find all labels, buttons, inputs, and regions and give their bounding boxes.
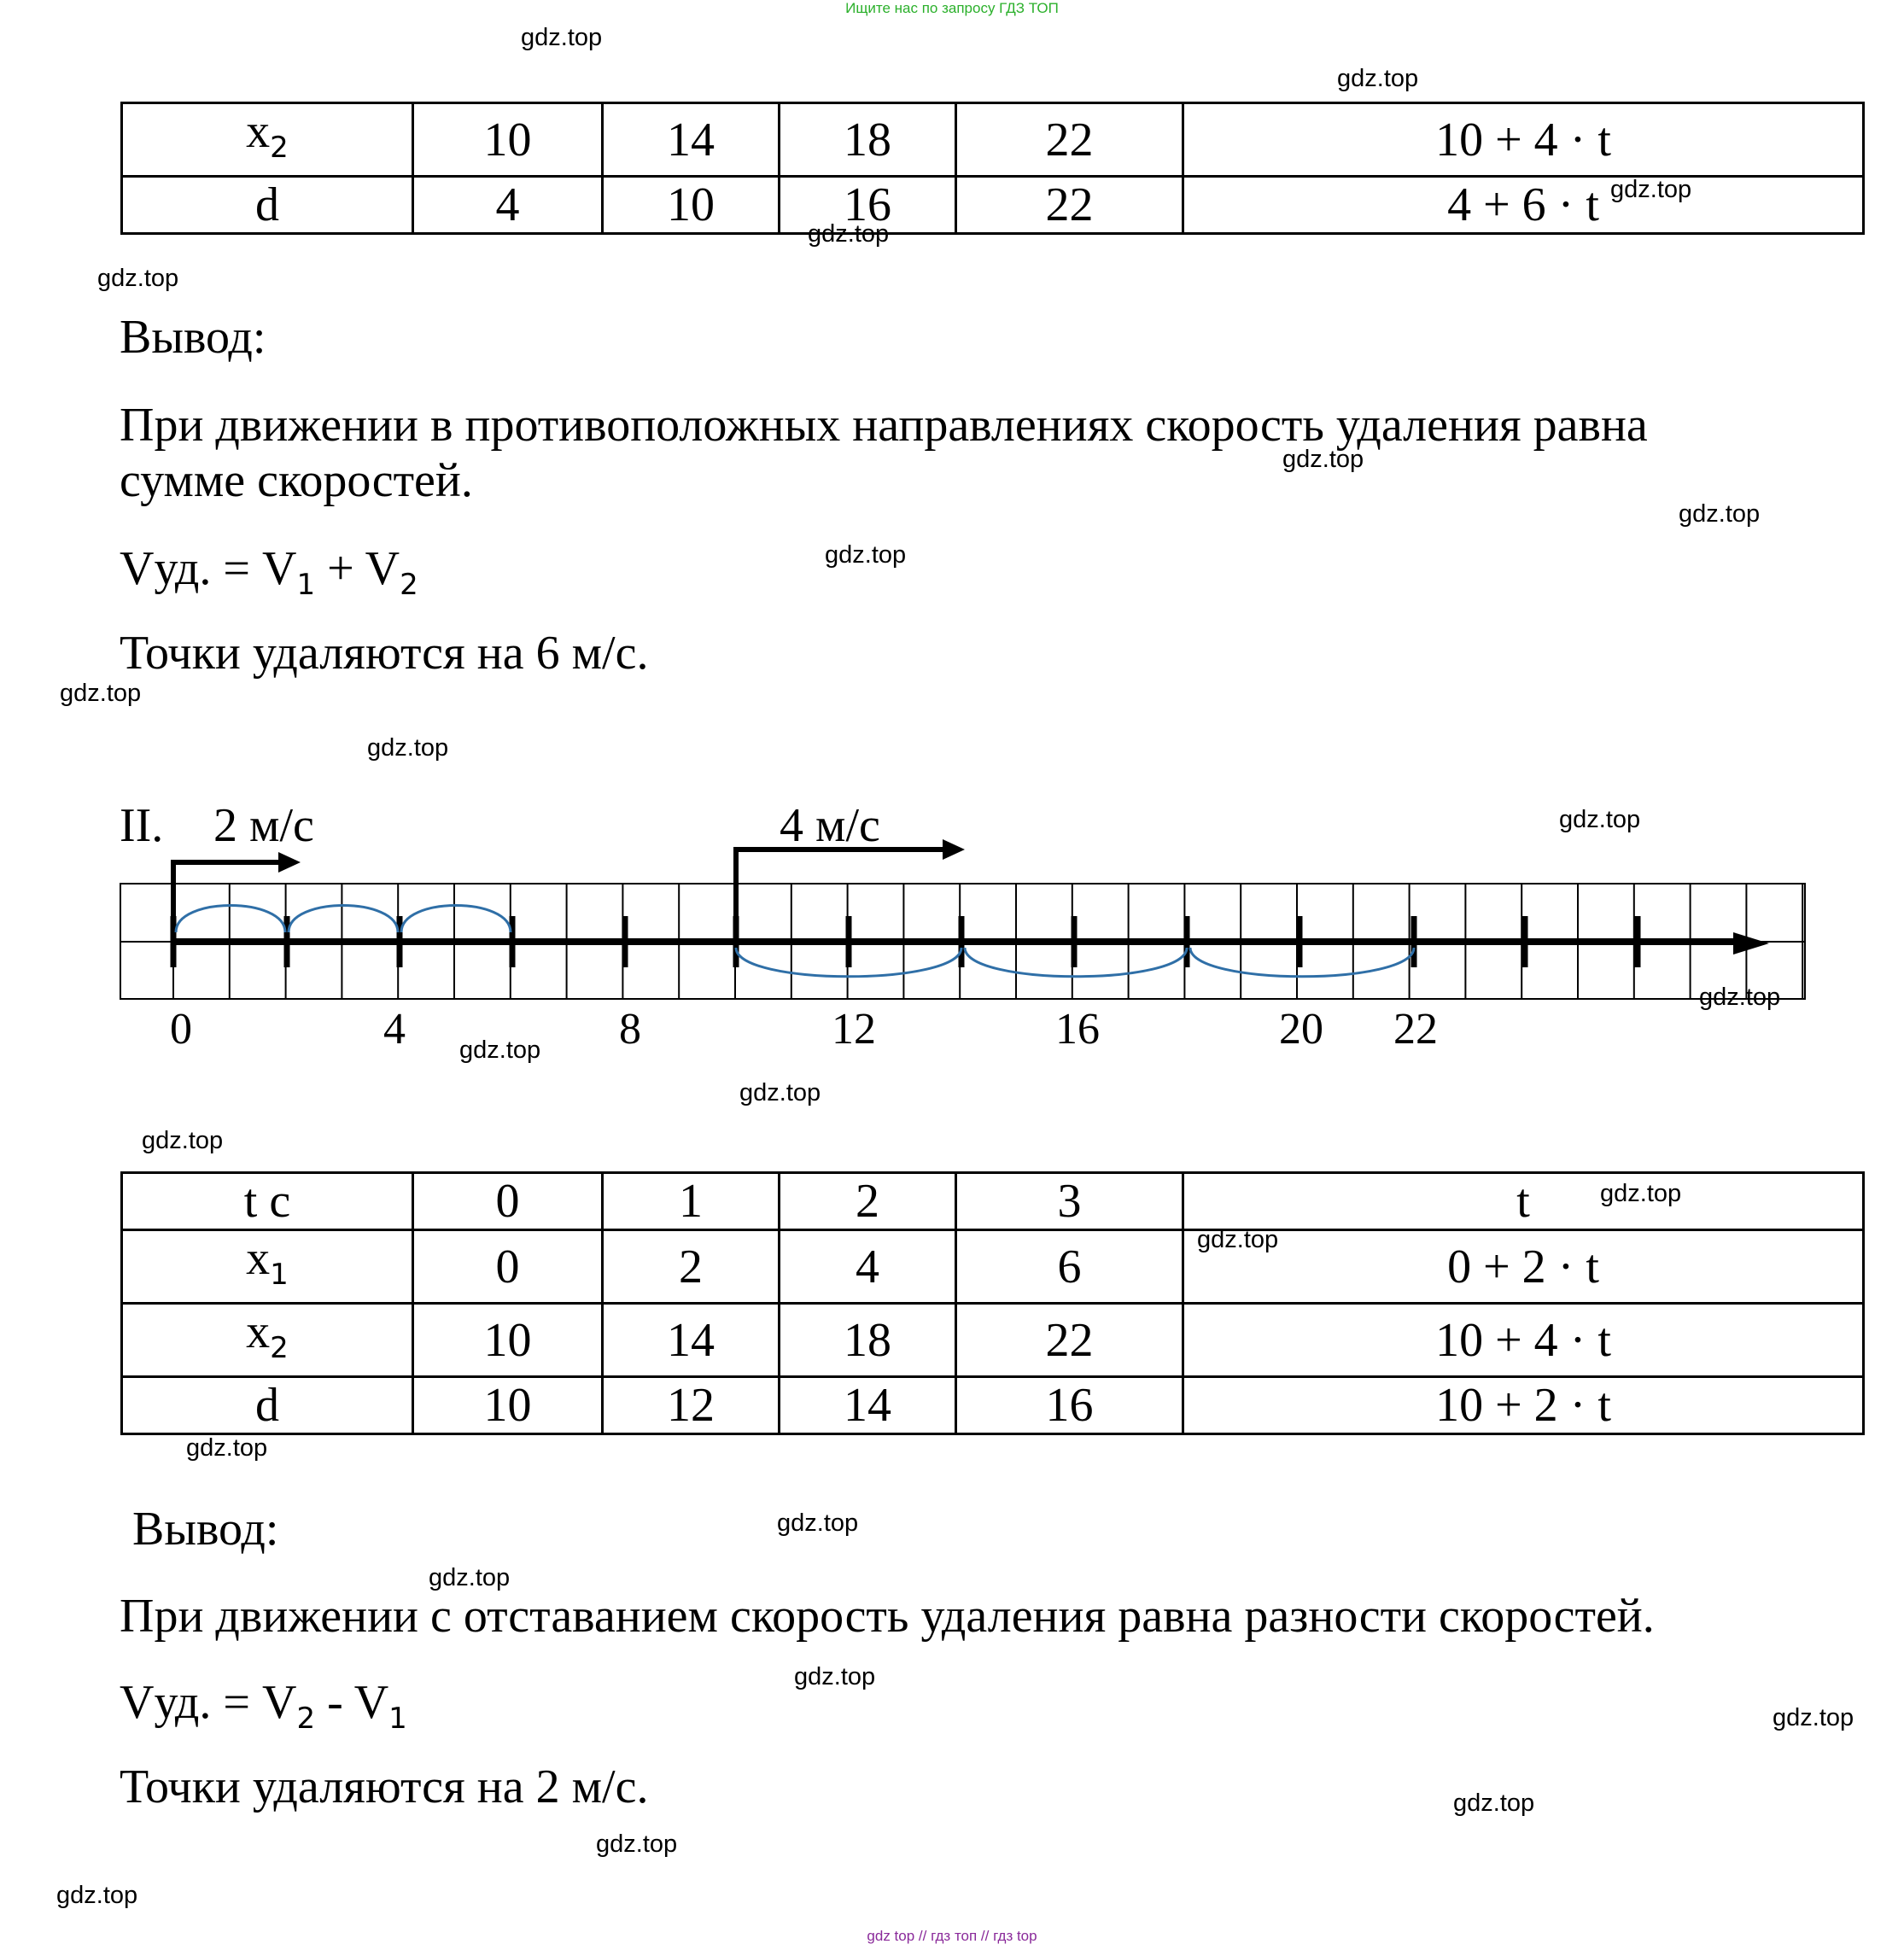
table-row xyxy=(122,1377,1864,1434)
conclusion-title-1: Вывод: xyxy=(120,311,266,364)
speed-label-2: 4 м/с xyxy=(780,799,880,852)
watermark: gdz.top xyxy=(186,1434,268,1462)
jump-arc-x1-3 xyxy=(401,906,511,933)
table-2 xyxy=(120,1171,1865,1435)
cell: 14 xyxy=(780,1377,956,1434)
conclusion-title-2: Вывод: xyxy=(132,1503,279,1556)
cell: 0 xyxy=(413,1173,603,1230)
cell: 10 xyxy=(413,1377,603,1434)
jump-arc-x1-2 xyxy=(289,906,398,933)
watermark: gdz.top xyxy=(777,1509,859,1537)
row-label: $x_2$ xyxy=(122,1304,413,1377)
cell: 16 xyxy=(956,1377,1183,1434)
watermark: gdz.top xyxy=(521,24,603,51)
conclusion-text-1b: сумме скоростей. xyxy=(120,454,473,507)
axis-label: 20 xyxy=(1279,1005,1323,1054)
section-roman: II. xyxy=(120,799,164,852)
cell: 14 xyxy=(603,1304,780,1377)
watermark: gdz.top xyxy=(429,1564,511,1591)
watermark: gdz.top xyxy=(1282,446,1364,473)
axis-label: 4 xyxy=(383,1005,406,1054)
watermark: gdz.top xyxy=(794,1663,876,1690)
result-2: Точки удаляются на 2 м/с. xyxy=(120,1760,649,1813)
cell: 18 xyxy=(780,103,956,177)
cell: 22 xyxy=(956,1304,1183,1377)
watermark: gdz.top xyxy=(60,680,142,707)
cell: 2 xyxy=(603,1230,780,1304)
watermark: gdz.top xyxy=(596,1830,678,1858)
watermark: gdz.top xyxy=(367,734,449,762)
speed-arrow-2-head xyxy=(943,839,965,860)
cell: 22 xyxy=(956,177,1183,234)
watermark: gdz.top xyxy=(1773,1704,1854,1731)
cell: 10 xyxy=(413,1304,603,1377)
cell: 6 xyxy=(956,1230,1183,1304)
formula-cell: 10 + 2 · t xyxy=(1183,1377,1864,1434)
cell: 22 xyxy=(956,103,1183,177)
axis-label: 22 xyxy=(1393,1005,1438,1054)
formula-cell: 4 + 6 · t xyxy=(1183,177,1864,234)
cell: 4 xyxy=(780,1230,956,1304)
cell: 18 xyxy=(780,1304,956,1377)
formula-cell: 10 + 4 · t xyxy=(1183,103,1864,177)
table-row xyxy=(122,1230,1864,1304)
watermark: gdz.top xyxy=(1197,1226,1279,1253)
cell: 2 xyxy=(780,1173,956,1230)
watermark: gdz.top xyxy=(1699,984,1781,1011)
formula-2: Vуд. = $V_2 - V_1$ xyxy=(120,1676,407,1737)
table-row xyxy=(122,1304,1864,1377)
cell: 14 xyxy=(603,103,780,177)
cell: 10 xyxy=(603,177,780,234)
watermark: gdz.top xyxy=(97,265,179,292)
cell: 1 xyxy=(603,1173,780,1230)
watermark: gdz.top xyxy=(1679,500,1761,528)
row-label: d xyxy=(122,177,413,234)
cell: 12 xyxy=(603,1377,780,1434)
watermark: gdz.top xyxy=(825,541,907,569)
watermark: gdz.top xyxy=(1610,176,1692,203)
watermark: gdz.top xyxy=(1453,1789,1535,1817)
speed-arrow-1 xyxy=(173,862,283,884)
footer-note: gdz top // гдз топ // гдз top xyxy=(867,1928,1037,1944)
result-1: Точки удаляются на 6 м/с. xyxy=(120,627,649,680)
watermark: gdz.top xyxy=(1559,806,1641,833)
formula-cell: 0 + 2 · t xyxy=(1183,1230,1864,1304)
row-label: $x_2$ xyxy=(122,103,413,177)
formula-1: Vуд. = $V_1 + V_2$ xyxy=(120,542,418,603)
conclusion-text-1a: При движении в противоположных направлениях скорость удаления равна xyxy=(120,399,1648,452)
watermark: gdz.top xyxy=(56,1882,138,1909)
formula-cell: 10 + 4 · t xyxy=(1183,1304,1864,1377)
row-label: $x_1$ xyxy=(122,1230,413,1304)
watermark: gdz.top xyxy=(142,1127,224,1154)
watermark: gdz.top xyxy=(739,1079,821,1106)
row-label: t c xyxy=(122,1173,413,1230)
watermark: gdz.top xyxy=(459,1036,541,1064)
formula-cell: t xyxy=(1183,1173,1864,1230)
axis-label: 16 xyxy=(1055,1005,1100,1054)
speed-arrow-2 xyxy=(736,849,946,884)
cell: 16 xyxy=(780,177,956,234)
axis-arrow-head xyxy=(1733,932,1769,955)
cell: 10 xyxy=(413,103,603,177)
cell: 3 xyxy=(956,1173,1183,1230)
search-hint: Ищите нас по запросу ГДЗ ТОП xyxy=(845,0,1059,16)
speed-arrow-1-head xyxy=(278,852,301,873)
watermark: gdz.top xyxy=(808,220,890,248)
jump-arc-x1-1 xyxy=(176,906,285,933)
watermark: gdz.top xyxy=(1337,65,1419,92)
row-label: d xyxy=(122,1377,413,1434)
cell: 0 xyxy=(413,1230,603,1304)
axis-label: 8 xyxy=(619,1005,641,1054)
axis-label: 0 xyxy=(170,1005,192,1054)
conclusion-text-2: При движении с отставанием скорость удаления равна разности скоростей. xyxy=(120,1590,1655,1643)
speed-label-1: 2 м/с xyxy=(213,799,314,852)
axis-label: 12 xyxy=(832,1005,876,1054)
cell: 4 xyxy=(413,177,603,234)
watermark: gdz.top xyxy=(1600,1180,1682,1207)
